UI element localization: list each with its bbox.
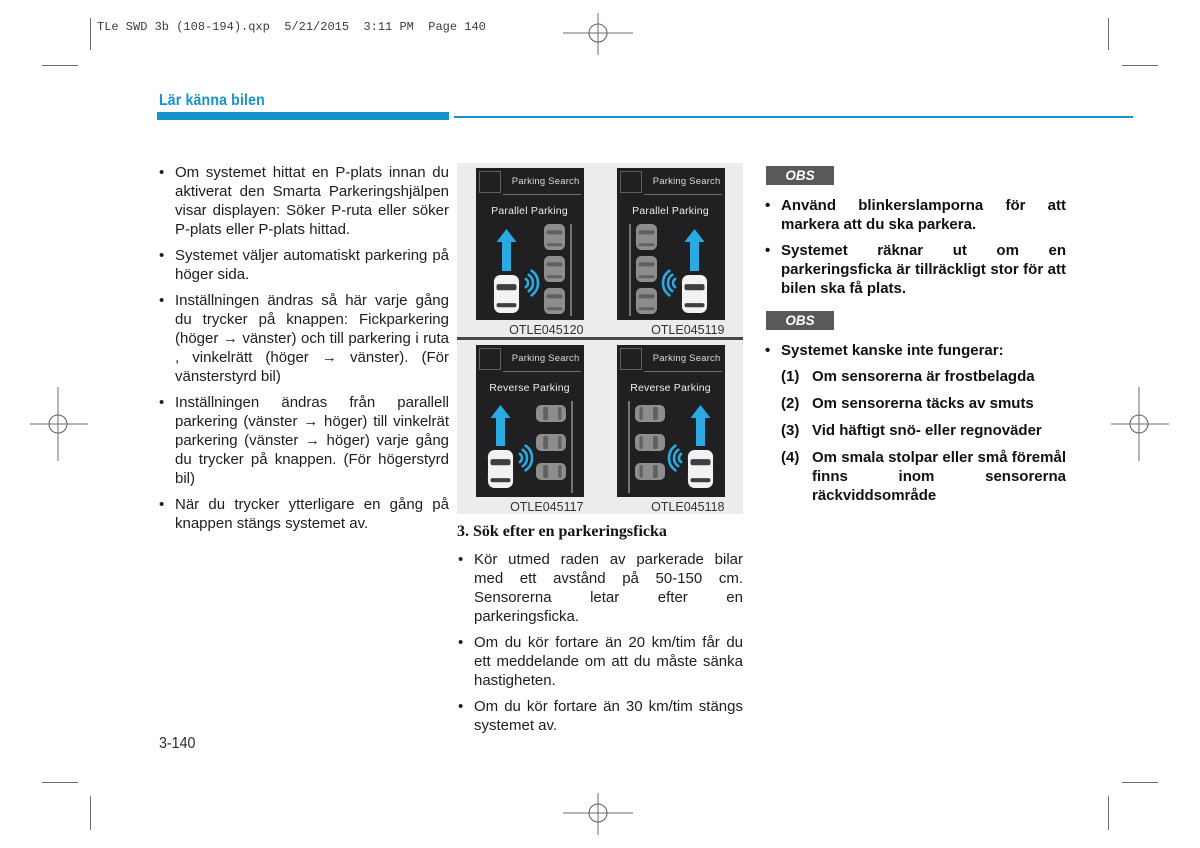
numbered-item [781, 421, 1066, 440]
right-column [764, 166, 1066, 513]
crop-mark [1108, 18, 1109, 50]
list-item: • Inställningen ändras från parallell parkering (vänster → höger) till vinkelrät parkering (vänster → höger) varje gång du trycker på knappen. (För högerstyrd bil) [158, 393, 449, 488]
item-number: (3) [781, 422, 800, 439]
item-number: (1) [781, 368, 800, 385]
obs-label: OBS [766, 166, 834, 185]
parking-display-panel [476, 345, 584, 514]
screen-title: Parking Search [652, 353, 721, 364]
list-item: • Systemet väljer automatiskt parkering på höger sida. [158, 246, 449, 284]
parking-scene-graphic [476, 400, 584, 495]
print-file-header: TLe SWD 3b (108-194).qxp 5/21/2015 3:11 PM Page 140 [97, 20, 486, 34]
parking-display-screen [617, 345, 725, 497]
figure-caption: OTLE045119 [651, 323, 725, 337]
registration-mark [558, 7, 638, 61]
list-item: • Inställningen ändras så här varje gång du trycker på knappen: Fickparkering (höger → vänster) och till parkering i ruta , vinkelrätt (höger → vänster). (För vänsterstyrd bil) [158, 291, 449, 386]
parking-display-panel [617, 168, 725, 337]
screen-mode-label: Parallel Parking [632, 205, 709, 217]
numbered-item [781, 394, 1066, 413]
parking-display-screen [476, 345, 584, 497]
list-item: • När du trycker ytterligare en gång på knappen stängs systemet av. [158, 495, 449, 533]
numbered-item [781, 367, 1066, 386]
parking-scene-graphic [617, 223, 725, 318]
crop-mark [42, 782, 78, 783]
screen-mode-label: Reverse Parking [489, 382, 570, 394]
screen-mode-label: Reverse Parking [630, 382, 711, 394]
screen-title-divider [503, 194, 581, 195]
crop-mark [90, 796, 91, 830]
menu-box-icon [479, 171, 501, 193]
step-heading: 3. Sök efter en parkeringsficka [457, 523, 667, 540]
figure-caption: OTLE045117 [510, 500, 584, 514]
list-item: • Använd blinkerslamporna för att markera att du ska parkera. [764, 196, 1066, 234]
figure-row [457, 340, 743, 514]
figure-row [457, 163, 743, 337]
list-item: • Om systemet hittat en P-plats innan du aktiverat den Smarta Parkeringshjälpen visar displayen: Söker P-ruta eller söker P-plats eller P-plats hittad. [158, 163, 449, 239]
list-item: • Systemet räknar ut om en parkeringsficka är tillräckligt stor för att bilen ska få plats. [764, 241, 1066, 298]
crop-mark [1122, 782, 1158, 783]
screen-title-divider [503, 371, 581, 372]
obs2-numbered-list [764, 367, 1066, 505]
left-bullet-list [158, 163, 449, 533]
parking-display-panel [476, 168, 584, 337]
section-title-underline-bar [157, 112, 449, 120]
middle-bullet-list [457, 550, 743, 735]
screen-title: Parking Search [511, 176, 580, 187]
screen-title-divider [644, 194, 722, 195]
item-number: (2) [781, 395, 800, 412]
item-number: (4) [781, 449, 800, 466]
parking-scene-graphic [617, 400, 725, 495]
parking-display-screen [476, 168, 584, 320]
list-item: • Om du kör fortare än 30 km/tim stängs systemet av. [457, 697, 743, 735]
list-item: • Om du kör fortare än 20 km/tim får du ett meddelande om att du måste sänka hastigheten. [457, 633, 743, 690]
section-title: Lär känna bilen [159, 92, 265, 109]
crop-mark [1122, 65, 1158, 66]
crop-mark [1108, 796, 1109, 830]
item-text: Vid häftigt snö- eller regnoväder [812, 422, 1042, 439]
parking-scene-graphic [476, 223, 584, 318]
parking-display-screen [617, 168, 725, 320]
section-title-underline-rule [454, 116, 1133, 118]
menu-box-icon [620, 171, 642, 193]
item-text: Om sensorerna är frostbelagda [812, 368, 1035, 385]
figure-caption: OTLE045118 [651, 500, 725, 514]
figure-caption: OTLE045120 [509, 323, 584, 337]
item-text: Om smala stolpar eller små föremål finns inom sensorerna räckviddsområde [812, 449, 1066, 504]
registration-mark [1109, 384, 1171, 464]
page-number: 3-140 [159, 735, 196, 752]
screen-title: Parking Search [511, 353, 580, 364]
obs-label: OBS [766, 311, 834, 330]
registration-mark [28, 384, 90, 464]
menu-box-icon [620, 348, 642, 370]
list-item: • Kör utmed raden av parkerade bilar med ett avstånd på 50-150 cm. Sensorerna letar efter en parkeringsficka. [457, 550, 743, 626]
registration-mark [558, 787, 638, 841]
middle-column [457, 163, 743, 742]
crop-mark [90, 18, 91, 50]
crop-mark [42, 65, 78, 66]
screen-title-divider [644, 371, 722, 372]
item-text: Om sensorerna täcks av smuts [812, 395, 1034, 412]
obs1-bullet-list [764, 196, 1066, 298]
numbered-item [781, 448, 1066, 505]
parking-display-figures [457, 163, 743, 514]
obs2-list [764, 341, 1066, 360]
parking-display-panel [617, 345, 725, 514]
menu-box-icon [479, 348, 501, 370]
list-item: • Systemet kanske inte fungerar: [764, 341, 1066, 360]
screen-title: Parking Search [652, 176, 721, 187]
left-column [158, 163, 449, 540]
screen-mode-label: Parallel Parking [491, 205, 568, 217]
